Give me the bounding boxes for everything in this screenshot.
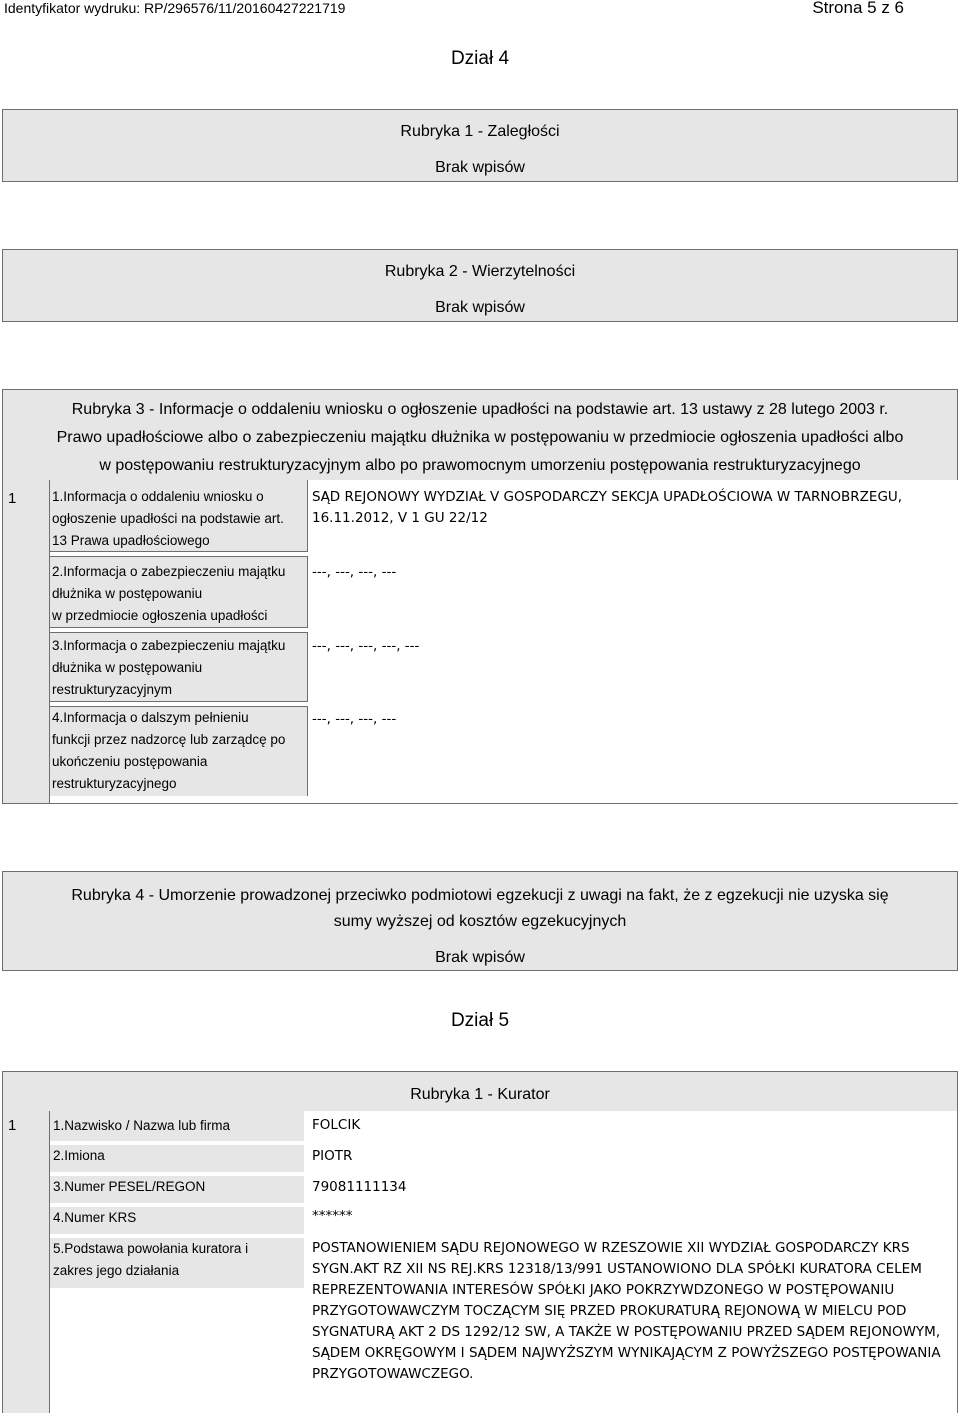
value-line: SĄD REJONOWY WYDZIAŁ V GOSPODARCZY SEKCJA UPADŁOŚCIOWA W TARNOBRZEGU, bbox=[312, 489, 903, 505]
value-line: 16.11.2012, V 1 GU 22/12 bbox=[312, 510, 488, 526]
label-line: restrukturyzacyjnego bbox=[52, 776, 177, 791]
label-line: 3.Numer PESEL/REGON bbox=[53, 1179, 206, 1194]
label-line: ogłoszenie upadłości na podstawie art. bbox=[52, 511, 284, 526]
label-line: dłużnika w postępowaniu bbox=[52, 660, 203, 675]
value-line: POSTANOWIENIEM SĄDU REJONOWEGO W RZESZOWIE XII WYDZIAŁ GOSPODARCZY KRS bbox=[312, 1240, 910, 1256]
section-title-dzial-5: Dział 5 bbox=[450, 1010, 510, 1031]
value-line: ---, ---, ---, ---, --- bbox=[312, 638, 420, 654]
label-line: 2.Informacja o zabezpieczeniu majątku bbox=[52, 564, 286, 579]
label-line: 13 Prawa upadłościowego bbox=[52, 533, 210, 548]
rubryka-4-umorzenie bbox=[2, 871, 958, 971]
value-line: ****** bbox=[312, 1208, 353, 1224]
label-line: 1.Informacja o oddaleniu wniosku o bbox=[52, 489, 264, 504]
print-identifier: Identyfikator wydruku: RP/296576/11/20160427221719 bbox=[4, 0, 346, 16]
rubryka-3-header bbox=[2, 389, 958, 480]
entry-number: 1 bbox=[8, 490, 17, 507]
value-line: SYGNATURĄ AKT 2 DS 1292/12 SW, A TAKŻE W POSTĘPOWANIU PRZED SĄDEM REJONOWYM, bbox=[312, 1324, 941, 1340]
entry-number-column bbox=[2, 1111, 50, 1413]
row-label-podstawa-powolania bbox=[50, 1238, 304, 1288]
section-title-dzial-4: Dział 4 bbox=[450, 48, 510, 69]
value-line: ---, ---, ---, --- bbox=[312, 711, 397, 727]
label-line: funkcji przez nadzorcę lub zarządcę po bbox=[52, 732, 286, 747]
label-line: restrukturyzacyjnym bbox=[52, 682, 173, 697]
label-line: zakres jego działania bbox=[53, 1263, 180, 1278]
row-label-numer-krs bbox=[50, 1207, 304, 1234]
entry-number-column bbox=[2, 480, 50, 804]
value-line: REPREZENTOWANIA INTERESÓW SPÓŁKI JAKO POKRZYWDZONEGO W POSTĘPOWANIU bbox=[312, 1282, 895, 1298]
rubryka-title: Rubryka 2 - Wierzytelności bbox=[384, 263, 576, 280]
entry-number: 1 bbox=[8, 1117, 17, 1134]
value-line: 79081111134 bbox=[312, 1179, 407, 1195]
empty-entries-label: Brak wpisów bbox=[435, 949, 525, 966]
rubryka-1-zaleglosci bbox=[2, 109, 958, 182]
label-line: dłużnika w postępowaniu bbox=[52, 586, 203, 601]
value-line: PRZYGOTOWAWCZEGO. bbox=[312, 1366, 474, 1382]
row-label-nazwisko bbox=[50, 1111, 304, 1141]
row-label-pesel-regon bbox=[50, 1176, 304, 1203]
rubryka-title-line-2: Prawo upadłościowe albo o zabezpieczeniu majątku dłużnika w postępowaniu w przedmiocie ogłoszenia upadłości albo bbox=[56, 429, 904, 446]
row-label-zabezpieczenie-upadlosc bbox=[50, 556, 308, 628]
empty-entries-label: Brak wpisów bbox=[435, 299, 525, 316]
label-line: 2.Imiona bbox=[53, 1148, 105, 1163]
label-line: 1.Nazwisko / Nazwa lub firma bbox=[53, 1118, 231, 1133]
value-line: SYGN.AKT RZ XII NS REJ.KRS 12318/13/991 USTANOWIONO DLA SPÓŁKI KURATORA CELEM bbox=[312, 1261, 922, 1277]
label-line: 5.Podstawa powołania kuratora i bbox=[53, 1241, 249, 1256]
rubryka-2-wierzytelnosci bbox=[2, 249, 958, 322]
rubryka-title: Rubryka 1 - Zaległości bbox=[400, 123, 560, 140]
label-line: w przedmiocie ogłoszenia upadłości bbox=[52, 608, 268, 623]
row-label-imiona bbox=[50, 1145, 304, 1172]
row-label-zabezpieczenie-restrukturyzacja bbox=[50, 632, 308, 702]
rubryka-title-line-1: Rubryka 3 - Informacje o oddaleniu wniosku o ogłoszenie upadłości na podstawie art. 13 ustawy z 28 lutego 2003 r. bbox=[71, 401, 889, 418]
page-number: Strona 5 z 6 bbox=[812, 0, 904, 17]
label-line: 3.Informacja o zabezpieczeniu majątku bbox=[52, 638, 286, 653]
empty-entries-label: Brak wpisów bbox=[435, 159, 525, 176]
rubryka-title: Rubryka 1 - Kurator bbox=[410, 1086, 550, 1103]
value-line: FOLCIK bbox=[312, 1117, 361, 1133]
rubryka-title-line-3: w postępowaniu restrukturyzacyjnym albo po prawomocnym umorzeniu postępowania restrukturyzacyjnego bbox=[99, 457, 861, 474]
row-label-oddalenie bbox=[50, 480, 308, 552]
value-line: PRZYGOTOWAWCZYM TOCZĄCYM SIĘ PRZED PROKURATURĄ REJONOWĄ W MIELCU POD bbox=[312, 1303, 907, 1319]
value-line: ---, ---, ---, --- bbox=[312, 564, 397, 580]
label-line: ukończeniu postępowania bbox=[52, 754, 208, 769]
rubryka-title-line-1: Rubryka 4 - Umorzenie prowadzonej przeciwko podmiotowi egzekucji z uwagi na fakt, że z egzekucji nie uzyska się bbox=[71, 887, 889, 904]
label-line: 4.Numer KRS bbox=[53, 1210, 137, 1225]
label-line: 4.Informacja o dalszym pełnieniu bbox=[52, 710, 249, 725]
row-label-dalsze-pelnienie bbox=[50, 706, 308, 796]
value-line: PIOTR bbox=[312, 1148, 353, 1164]
value-line: SĄDEM OKRĘGOWYM I SĄDEM NAJWYŻSZYM WYNIKAJĄCYM Z POWYŻSZEGO POSTĘPOWANIA bbox=[312, 1345, 941, 1361]
rubryka-title-line-2: sumy wyższej od kosztów egzekucyjnych bbox=[333, 913, 627, 930]
rubryka-1-kurator-header bbox=[2, 1071, 958, 1111]
